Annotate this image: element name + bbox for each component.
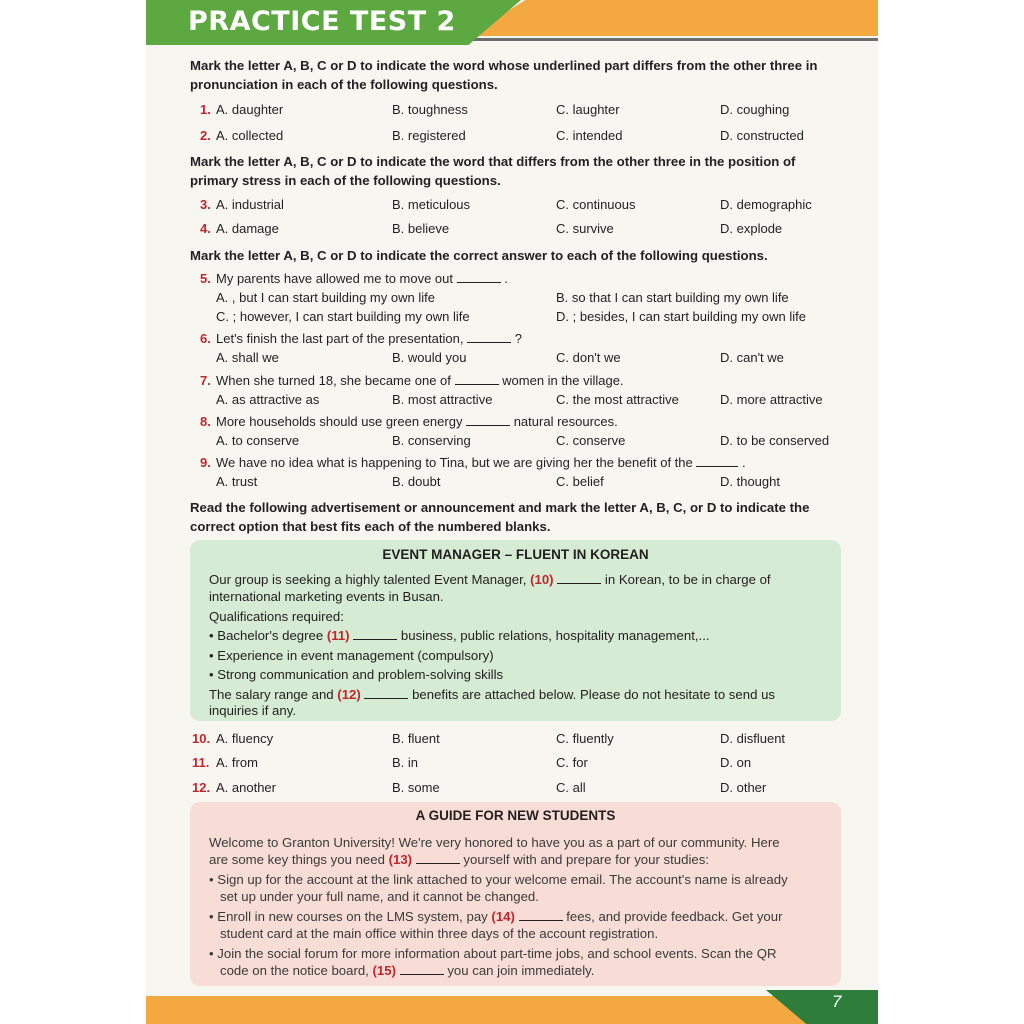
question-stem [216, 373, 624, 388]
question-number: 9. [200, 455, 211, 470]
option-c[interactable]: C. belief [556, 474, 604, 489]
option-d[interactable]: D. demographic [720, 197, 812, 212]
question-3 [200, 197, 840, 215]
ad-text: • Bachelor's degree [209, 628, 324, 643]
instruction-reading: Read the following advertisement or announcement and mark the letter A, B, C, or D to indicate the correct option that best fits each of the numbered blanks. [190, 500, 810, 534]
answer-blank [557, 572, 601, 584]
guide-line-4: set up under your full name, and it cannot be changed. [220, 889, 539, 904]
option-c[interactable]: C. fluently [556, 731, 614, 746]
option-a[interactable]: A. from [216, 755, 258, 770]
answer-blank [455, 373, 499, 385]
question-stem [216, 331, 522, 346]
ad-text: business, public relations, hospitality management,... [400, 628, 710, 643]
blank-number: (12) [337, 687, 361, 702]
option-a[interactable]: A. to conserve [216, 433, 300, 448]
option-a[interactable]: A. daughter [216, 102, 284, 117]
option-d[interactable]: D. more attractive [720, 392, 823, 407]
qualifications-heading: Qualifications required: [209, 609, 344, 624]
question-stem [216, 414, 618, 429]
answer-blank [467, 331, 511, 343]
option-a[interactable]: A. shall we [216, 350, 279, 365]
answer-blank [416, 852, 460, 864]
header-orange-band [468, 0, 878, 36]
option-a[interactable]: A. as attractive as [216, 392, 320, 407]
question-5-options-row-1 [200, 290, 840, 308]
option-a[interactable]: A. trust [216, 474, 258, 489]
instruction-pronunciation: Mark the letter A, B, C or D to indicate the word whose underlined part differs from the other three in pronunciation in each of the following questions. [190, 58, 818, 92]
answer-blank [466, 414, 510, 426]
question-number: 1. [200, 102, 211, 117]
option-b[interactable]: B. toughness [392, 102, 468, 117]
option-b[interactable]: B. meticulous [392, 197, 471, 212]
answer-blank [353, 628, 397, 640]
answer-blank [364, 687, 408, 699]
question-number: 12. [192, 780, 211, 795]
option-c[interactable]: C. ; however, I can start building my own life [216, 309, 470, 324]
option-b[interactable]: B. fluent [392, 731, 440, 746]
option-d[interactable]: D. to be conserved [720, 433, 830, 448]
option-b[interactable]: B. doubt [392, 474, 441, 489]
advertisement-title: EVENT MANAGER – FLUENT IN KOREAN [382, 547, 649, 562]
question-stem [216, 271, 508, 286]
question-number: 2. [200, 128, 211, 143]
option-a[interactable]: A. collected [216, 128, 284, 143]
option-c[interactable]: C. intended [556, 128, 623, 143]
stem-text: My parents have allowed me to move out [216, 271, 454, 286]
option-b[interactable]: B. registered [392, 128, 466, 143]
advertisement-paragraph-2 [209, 686, 821, 703]
question-6-stem [200, 331, 840, 349]
option-a[interactable]: A. , but I can start building my own life [216, 290, 435, 305]
guide-box [190, 802, 841, 986]
question-number: 10. [192, 731, 211, 746]
question-number: 11. [192, 755, 210, 770]
ad-text: The salary range and [209, 687, 334, 702]
stem-text: More households should use green energy [216, 414, 463, 429]
option-d[interactable]: D. disfluent [720, 731, 786, 746]
option-b[interactable]: B. some [392, 780, 440, 795]
stem-text: women in the village. [502, 373, 624, 388]
stem-text: . [504, 271, 508, 286]
question-number: 3. [200, 197, 211, 212]
option-b[interactable]: B. most attractive [392, 392, 493, 407]
guide-title: A GUIDE FOR NEW STUDENTS [415, 808, 616, 823]
answer-blank [457, 271, 501, 283]
question-6-options [200, 350, 840, 368]
question-1 [200, 102, 840, 120]
page-number: 7 [832, 992, 842, 1011]
question-5-options-row-2 [200, 309, 840, 327]
advertisement-box [190, 540, 841, 721]
answer-blank [519, 909, 563, 921]
blank-number: (10) [530, 572, 554, 587]
option-c[interactable]: C. survive [556, 221, 614, 236]
option-c[interactable]: C. for [556, 755, 588, 770]
guide-text: • Enroll in new courses on the LMS system, pay [209, 909, 488, 924]
ad-text: in Korean, to be in charge of [604, 572, 771, 587]
guide-line-6: student card at the main office within three days of the account registration. [220, 926, 659, 941]
question-11 [192, 755, 840, 773]
option-c[interactable]: C. continuous [556, 197, 636, 212]
workbook-page [146, 0, 878, 1024]
stem-text: ? [514, 331, 522, 346]
blank-number: (14) [491, 909, 515, 924]
question-8-stem [200, 414, 840, 432]
question-stem [216, 455, 746, 470]
guide-text: code on the notice board, [220, 963, 369, 978]
guide-line-3: • Sign up for the account at the link attached to your welcome email. The account's name is already [209, 872, 788, 887]
option-c[interactable]: C. laughter [556, 102, 620, 117]
stem-text: Let's finish the last part of the presentation, [216, 331, 464, 346]
blank-number: (15) [372, 963, 396, 978]
question-9-stem [200, 455, 840, 473]
option-b[interactable]: B. believe [392, 221, 450, 236]
blank-number: (13) [388, 852, 413, 867]
guide-line-5 [209, 908, 821, 925]
question-number: 5. [200, 271, 211, 286]
guide-line-2 [209, 851, 821, 868]
option-a[interactable]: A. damage [216, 221, 279, 236]
option-a[interactable]: A. industrial [216, 197, 284, 212]
option-d[interactable]: D. thought [720, 474, 780, 489]
option-d[interactable]: D. coughing [720, 102, 790, 117]
blank-number: (11) [326, 628, 350, 643]
advertisement-paragraph-1-cont: international marketing events in Busan. [209, 589, 444, 604]
option-b[interactable]: B. so that I can start building my own life [556, 290, 789, 305]
guide-text: are some key things you need [209, 852, 385, 867]
answer-blank [696, 455, 738, 467]
option-c[interactable]: C. the most attractive [556, 392, 679, 407]
guide-line-8 [220, 962, 832, 979]
option-c[interactable]: C. conserve [556, 433, 626, 448]
page-title: PRACTICE TEST 2 [188, 6, 456, 37]
question-number: 4. [200, 221, 211, 236]
qualification-item-2: • Experience in event management (compulsory) [209, 648, 494, 663]
guide-line-7: • Join the social forum for more information about part-time jobs, and school events. Scan the QR [209, 946, 777, 961]
instruction-stress: Mark the letter A, B, C or D to indicate the word that differs from the other three in the position of primary stress in each of the following questions. [190, 154, 796, 188]
question-number: 6. [200, 331, 211, 346]
question-9-options [200, 474, 840, 492]
stem-text: When she turned 18, she became one of [216, 373, 451, 388]
option-d[interactable]: D. ; besides, I can start building my own life [556, 309, 807, 324]
option-d[interactable]: D. explode [720, 221, 783, 236]
question-2 [200, 128, 840, 146]
question-4 [200, 221, 840, 239]
option-d[interactable]: D. constructed [720, 128, 804, 143]
option-b[interactable]: B. would you [392, 350, 467, 365]
stem-text: natural resources. [513, 414, 618, 429]
option-d[interactable]: D. can't we [720, 350, 784, 365]
answer-blank [400, 963, 444, 975]
question-12 [192, 780, 840, 798]
stem-text: We have no idea what is happening to Tina, but we are giving her the benefit of the [216, 455, 693, 470]
option-c[interactable]: C. don't we [556, 350, 621, 365]
option-b[interactable]: B. in [392, 755, 419, 770]
advertisement-paragraph-1 [209, 571, 821, 588]
option-b[interactable]: B. conserving [392, 433, 471, 448]
question-number: 8. [200, 414, 211, 429]
advertisement-paragraph-2-cont: inquiries if any. [209, 703, 296, 718]
question-7-stem [200, 373, 840, 391]
qualification-item-1 [209, 627, 821, 644]
option-a[interactable]: A. another [216, 780, 276, 795]
guide-text: fees, and provide feedback. Get your [566, 909, 783, 924]
option-c[interactable]: C. all [556, 780, 586, 795]
instruction-correct-answer: Mark the letter A, B, C or D to indicate the correct answer to each of the following questions. [190, 248, 768, 263]
question-7-options [200, 392, 840, 410]
ad-text: benefits are attached below. Please do not hesitate to send us [412, 687, 776, 702]
guide-line-1: Welcome to Granton University! We're very honored to have you as a part of our community. Here [209, 835, 780, 850]
question-10 [192, 731, 840, 749]
option-d[interactable]: D. on [720, 755, 752, 770]
question-number: 7. [200, 373, 211, 388]
option-a[interactable]: A. fluency [216, 731, 274, 746]
guide-text: yourself with and prepare for your studies: [463, 852, 709, 867]
guide-text: you can join immediately. [447, 963, 595, 978]
question-5-stem [200, 271, 840, 289]
stem-text: . [742, 455, 746, 470]
question-8-options [200, 433, 840, 451]
ad-text: Our group is seeking a highly talented Event Manager, [209, 572, 527, 587]
footer-orange-band [146, 996, 806, 1024]
option-d[interactable]: D. other [720, 780, 767, 795]
qualification-item-3: • Strong communication and problem-solving skills [209, 667, 504, 682]
